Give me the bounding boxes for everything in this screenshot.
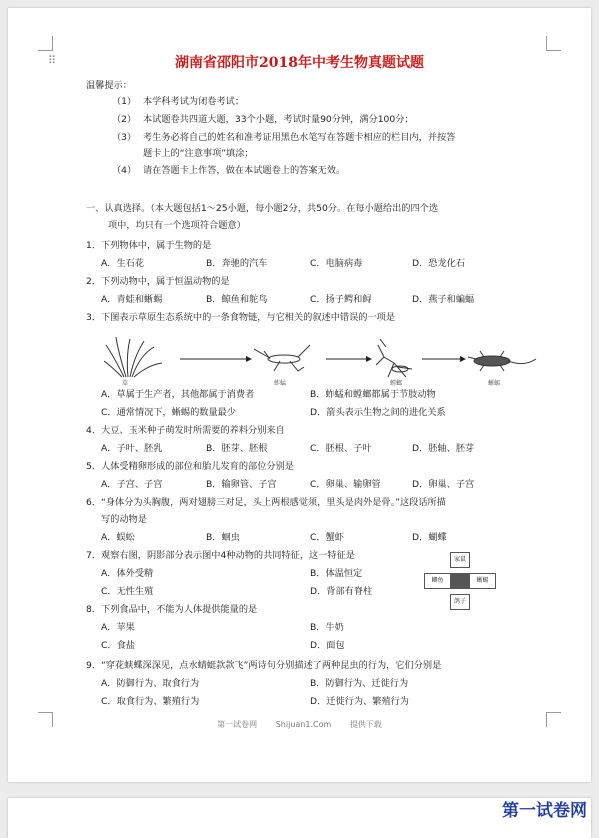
option-c: C．扬子鳄和鲟 xyxy=(310,294,372,305)
notice-num: （3） xyxy=(112,132,137,143)
option-b: B．鲸鱼和鸵鸟 xyxy=(206,294,268,305)
footer-site-url[interactable]: Shijuan1.Com xyxy=(275,720,332,729)
cross-cell-top: 家鼠 xyxy=(450,552,470,568)
cross-cell-right: 蜥蜴 xyxy=(469,573,496,589)
option-b: B．防御行为、迁徙行为 xyxy=(310,678,409,689)
option-a: A．防御行为、取食行为 xyxy=(101,678,200,689)
option-a: A．青蛙和蜥蜴 xyxy=(101,294,163,305)
option-c: C．食盐 xyxy=(101,640,135,651)
crop-mark-top-right xyxy=(546,36,561,51)
option-a: A．子叶、胚乳 xyxy=(101,443,163,454)
question-stem: 9．“穿花蛱蝶深深见，点水蜻蜓款款飞”两诗句分别描述了两种昆虫的行为，它们分别是 xyxy=(86,660,442,671)
question-stem: 2．下列动物中，属于恒温动物的是 xyxy=(86,276,230,287)
option-a: A．苹果 xyxy=(101,622,135,633)
page-footer xyxy=(8,719,591,730)
notice-num: （4） xyxy=(112,165,137,176)
grass-icon xyxy=(104,337,162,377)
mantis-icon xyxy=(376,339,412,377)
arrow-icon xyxy=(422,356,466,362)
option-c: C．取食行为、繁殖行为 xyxy=(101,696,200,707)
food-chain-label: 螳螂 xyxy=(390,380,403,387)
option-a: A．蜈蚣 xyxy=(101,532,135,543)
option-d: D．箭头表示生物之间的进化关系 xyxy=(310,407,446,418)
notice-text: 请在答题卡上作答，做在本试题卷上的答案无效。 xyxy=(143,165,346,176)
option-d: D．蝴蝶 xyxy=(412,532,447,543)
question-stem: 8．下列食品中，不能为人体提供能量的是 xyxy=(86,604,258,615)
option-c: C．卵巢、输卵管 xyxy=(310,479,381,490)
question-stem: 5．人体受精卵形成的部位和胎儿发育的部位分别是 xyxy=(86,461,294,472)
grasshopper-icon xyxy=(254,345,310,371)
option-c: C．胚根、子叶 xyxy=(310,443,372,454)
option-d: D．迁徙行为、繁殖行为 xyxy=(310,696,409,707)
food-chain-label: 蚱蜢 xyxy=(274,380,287,387)
option-d: D．卵巢、子宫 xyxy=(412,479,475,490)
watermark-logo: 第一试卷网 xyxy=(502,801,587,821)
document-page-1 xyxy=(8,8,591,782)
cross-cell-shaded xyxy=(450,573,470,589)
option-b: B．胚芽、胚根 xyxy=(206,443,268,454)
question-stem: 6．“身体分为头胸腹，两对翅膀三对足，头上两根感觉须，里头是肉外是骨。”这段话所描 xyxy=(86,497,446,508)
option-a: A．生石花 xyxy=(101,258,145,269)
notice-text: 本试题卷共四道大题，33个小题，考试时量90分钟，满分100分； xyxy=(143,114,414,125)
notice-text: 考生务必将自己的姓名和准考证用黑色水笔写在答题卡相应的栏目内，并按答 xyxy=(143,132,456,143)
option-c: C．无性生殖 xyxy=(101,586,154,597)
section-heading: 一、认真选择。（本大题包括1～25小题，每小题2分，共50分。在每小题给出的四个选 xyxy=(86,203,439,214)
option-b: B．体温恒定 xyxy=(310,568,363,579)
option-b: B．蚱蜢和螳螂都属于节肢动物 xyxy=(310,389,436,400)
option-a: A．子宫、子宫 xyxy=(101,479,163,490)
option-d: D．燕子和蝙蝠 xyxy=(412,294,475,305)
option-d: D．胚轴、胚芽 xyxy=(412,443,475,454)
lizard-icon xyxy=(468,351,536,371)
question-stem: 1．下列物体中，属于生物的是 xyxy=(86,240,212,251)
question-stem: 3．下图表示草原生态系统中的一条食物链，与它相关的叙述中错误的一项是 xyxy=(86,312,396,323)
arrow-icon xyxy=(326,356,372,362)
notice-num: （1） xyxy=(112,96,137,107)
notice-text: 题卡上的“注意事项”填涂； xyxy=(143,148,254,159)
option-b: B．牛奶 xyxy=(310,622,344,633)
notice-num: （2） xyxy=(112,114,137,125)
food-chain-label: 草 xyxy=(122,380,129,387)
food-chain-illustration xyxy=(104,337,544,383)
option-b: B．奔驰的汽车 xyxy=(206,258,268,269)
option-d: D．面包 xyxy=(310,640,345,651)
option-a: A．体外受精 xyxy=(101,568,154,579)
footer-note: 提供下载 xyxy=(349,720,382,729)
option-d: D．恐龙化石 xyxy=(412,258,466,269)
question-stem: 7．观察右图，阴影部分表示图中4种动物的共同特征，这一特征是 xyxy=(86,550,355,561)
question-stem-cont: 写的动物是 xyxy=(101,514,147,525)
option-a: A．草属于生产者，其他都属于消费者 xyxy=(101,389,255,400)
crop-mark-top-left xyxy=(38,36,53,51)
cross-cell-bottom: 鸽子 xyxy=(450,594,470,610)
page-title: 湖南省邵阳市2018年中考生物真题试题 xyxy=(175,55,424,71)
option-d: D．背部有脊柱 xyxy=(310,586,373,597)
notice-heading: 温馨提示： xyxy=(86,80,132,91)
food-chain-label: 蜥蜴 xyxy=(488,380,501,387)
drag-handle-icon[interactable]: ⠿ xyxy=(48,54,55,67)
option-b: B．输卵管、子宫 xyxy=(206,479,277,490)
option-c: C．电脑病毒 xyxy=(310,258,363,269)
footer-site-name: 第一试卷网 xyxy=(217,720,258,729)
option-b: B．蛔虫 xyxy=(206,532,240,543)
cross-cell-left: 鲫鱼 xyxy=(424,573,451,589)
notice-text: 本学科考试为闭卷考试； xyxy=(143,96,245,107)
section-heading-cont: 项中，均只有一个选项符合题意） xyxy=(108,220,246,231)
arrow-icon xyxy=(180,356,252,362)
question-stem: 4．大豆、玉米种子萌发时所需要的养料分别来自 xyxy=(86,425,285,436)
venn-cross-diagram xyxy=(424,552,496,610)
option-c: C．通常情况下，蜥蜴的数量最少 xyxy=(101,407,237,418)
option-c: C．蟹虾 xyxy=(310,532,344,543)
